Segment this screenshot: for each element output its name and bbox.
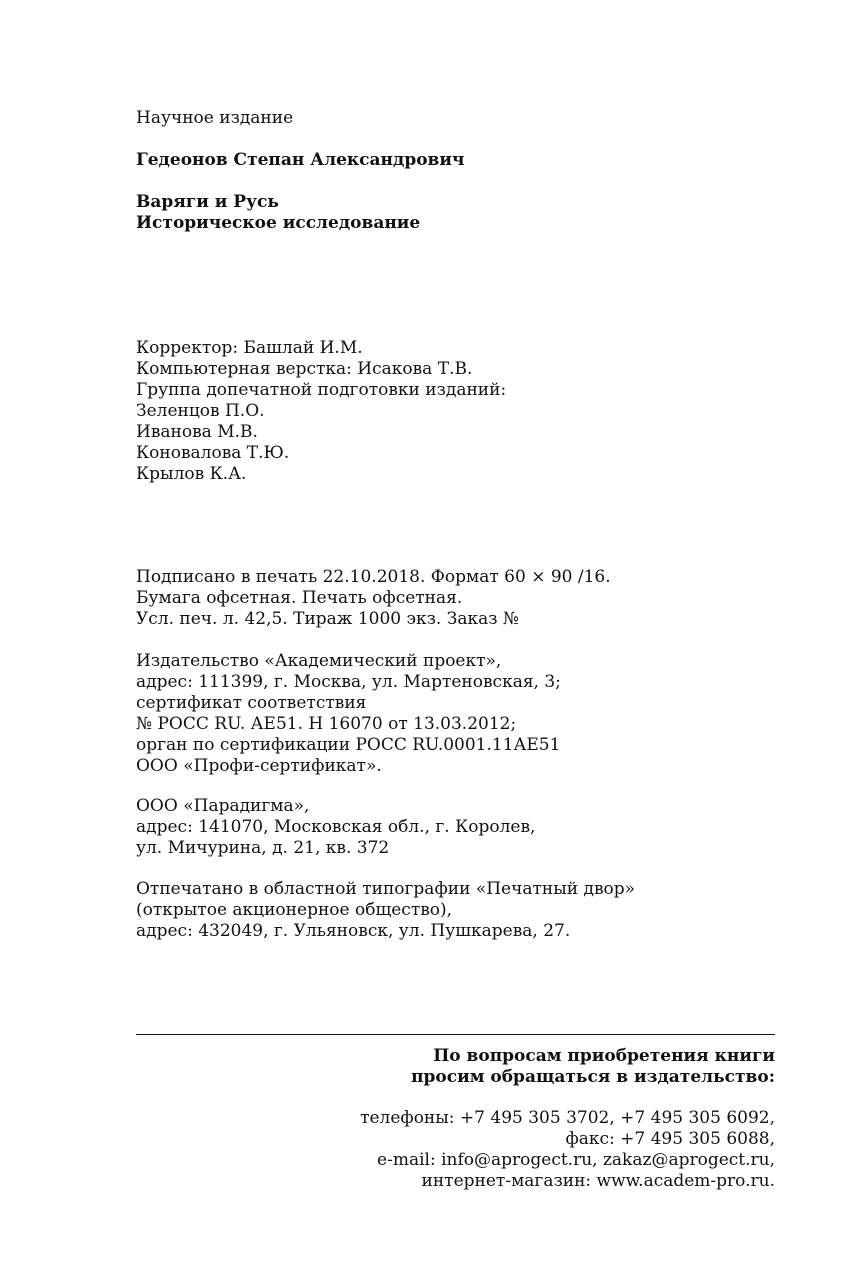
- paradigm-line: адрес: 141070, Московская обл., г. Королев,: [136, 817, 536, 837]
- book-subtitle: Историческое исследование: [136, 213, 421, 233]
- purchase-line: По вопросам приобретения книги: [433, 1046, 775, 1066]
- print-info-line: Бумага офсетная. Печать офсетная.: [136, 588, 463, 608]
- credit-line: Крылов К.А.: [136, 464, 247, 484]
- publisher-info: [136, 651, 776, 777]
- credit-line: Группа допечатной подготовки изданий:: [136, 380, 507, 400]
- printer-info: [136, 879, 776, 942]
- credit-line: Иванова М.В.: [136, 422, 258, 442]
- credits: [136, 338, 776, 485]
- paradigm-info: [136, 796, 776, 859]
- publisher-contacts: [360, 1108, 775, 1192]
- contact-phones: телефоны: +7 495 305 3702, +7 495 305 6092,: [360, 1108, 775, 1128]
- print-info: [136, 567, 776, 630]
- publisher-line: Издательство «Академический проект»,: [136, 651, 502, 671]
- print-info-line: Подписано в печать 22.10.2018. Формат 60 × 90 /16.: [136, 567, 611, 587]
- printer-line: адрес: 432049, г. Ульяновск, ул. Пушкарева, 27.: [136, 921, 571, 941]
- credit-line: Коновалова Т.Ю.: [136, 443, 290, 463]
- purchase-notice: [411, 1046, 775, 1088]
- paradigm-line: ООО «Парадигма»,: [136, 796, 310, 816]
- paradigm-line: ул. Мичурина, д. 21, кв. 372: [136, 838, 390, 858]
- credit-line: Корректор: Башлай И.М.: [136, 338, 363, 358]
- publisher-line: адрес: 111399, г. Москва, ул. Мартеновская, 3;: [136, 672, 561, 692]
- credit-line: Зеленцов П.О.: [136, 401, 265, 421]
- contact-email: e-mail: info@aprogect.ru, zakaz@aprogect.ru,: [377, 1150, 775, 1170]
- print-info-line: Усл. печ. л. 42,5. Тираж 1000 экз. Заказ №: [136, 609, 519, 629]
- credit-line: Компьютерная верстка: Исакова Т.В.: [136, 359, 473, 379]
- author-name: Гедеонов Степан Александрович: [136, 150, 465, 170]
- book-title-main: Варяги и Русь: [136, 192, 279, 212]
- author: [136, 150, 776, 171]
- purchase-line: просим обращаться в издательство:: [411, 1067, 775, 1087]
- divider-line: [136, 1034, 775, 1035]
- publisher-line: сертификат соответствия: [136, 693, 367, 713]
- publisher-line: орган по сертификации РОСС RU.0001.11АЕ51: [136, 735, 561, 755]
- contact-fax: факс: +7 495 305 6088,: [565, 1129, 775, 1149]
- contact-website: интернет-магазин: www.academ-pro.ru.: [421, 1171, 775, 1191]
- edition-type: [136, 108, 776, 129]
- book-title: [136, 192, 776, 234]
- edition-type-text: Научное издание: [136, 108, 294, 128]
- printer-line: (открытое акционерное общество),: [136, 900, 453, 920]
- printer-line: Отпечатано в областной типографии «Печатный двор»: [136, 879, 636, 899]
- publisher-line: ООО «Профи-сертификат».: [136, 756, 382, 776]
- publisher-line: № РОСС RU. АЕ51. Н 16070 от 13.03.2012;: [136, 714, 517, 734]
